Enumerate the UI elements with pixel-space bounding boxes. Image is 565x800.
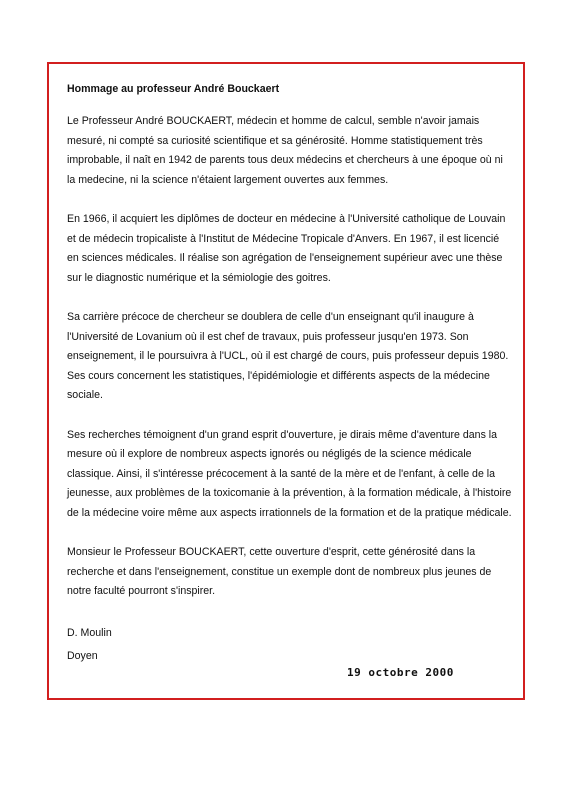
document-frame <box>47 62 525 700</box>
document-date: 19 octobre 2000 <box>347 666 454 679</box>
paragraph-3: Sa carrière précoce de chercheur se doublera de celle d'un enseignant qu'il inaugure à l'Université de Lovanium où il est chef de travaux, puis professeur jusqu'en 1973. Son enseignement, il le poursuivra à l'UCL, où il est chargé de cours, puis professeur depuis 1980. Ses cours concernent les statistiques, l'épidémiologie et différents aspects de la médecine sociale. <box>67 311 509 401</box>
paragraph-5: Monsieur le Professeur BOUCKAERT, cette ouverture d'esprit, cette générosité dans la recherche et dans l'enseignement, constitue un exemple dont de nombreux plus jeunes de notre faculté pourront s'inspirer. <box>67 546 492 597</box>
signature-name: D. Moulin <box>67 626 112 639</box>
signature-block <box>67 622 513 668</box>
paragraph-4: Ses recherches témoignent d'un grand esprit d'ouverture, je dirais même d'aventure dans la mesure où il explore de nombreux aspects ignorés ou négligés de la science médicale classique. Ainsi, il s'intéresse précocement à la santé de la mère et de l'enfant, à celle de la jeunesse, aux problèmes de la toxicomanie à la prévention, à la formation médicale, à l'histoire de la médecine voire même aux aspects irrationnels de la formation et de la pratique médicale. <box>67 428 512 519</box>
document-body <box>67 82 513 679</box>
signature-role: Doyen <box>67 649 98 662</box>
paragraph-2: En 1966, il acquiert les diplômes de docteur en médecine à l'Université catholique de Louvain et de médecin tropicaliste à l'Institut de Médecine Tropicale d'Anvers. En 1967, il est licencié en sciences médicales. Il réalise son agrégation de l'enseignement supérieur avec une thèse sur le diagnostic numérique et la sémiologie des goitres. <box>67 213 506 284</box>
paragraph-1: Le Professeur André BOUCKAERT, médecin et homme de calcul, semble n'avoir jamais mesuré, ni compté sa curiosité scientifique et sa générosité. Homme statistiquement très improbable, il naît en 1942 de parents tous deux médecins et chercheurs à une époque où ni la medecine, ni la science n'étaient largement ouvertes aux femmes. <box>67 115 503 186</box>
document-title: Hommage au professeur André Bouckaert <box>67 83 280 95</box>
